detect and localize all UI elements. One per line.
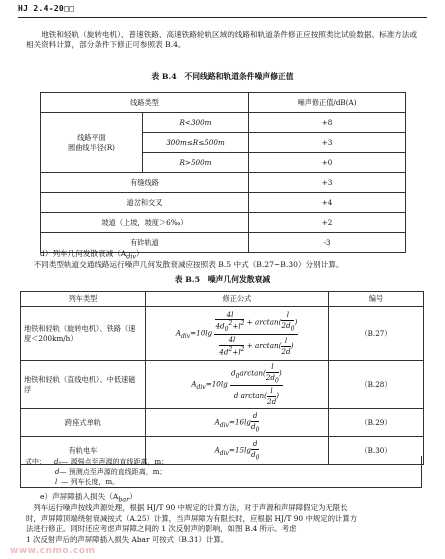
- table-b4-row-value: +2: [249, 213, 406, 233]
- table-b4-radius-value: +8: [249, 113, 406, 133]
- table-b5-header-type: 列车类型: [21, 292, 146, 307]
- section-d-text: 不同类型轨道交通线路运行噪声几何发散衰减应按照表 B.5 中式（B.27~B.30）分别计算。: [33, 260, 344, 269]
- table-b4-header-type: 线路类型: [41, 93, 249, 113]
- table-b4-row-type: 有缝线路: [41, 173, 249, 193]
- table-b5-notes: [20, 456, 422, 488]
- table-b5-caption: 表 B.5 噪声几何发散衰减: [174, 275, 271, 284]
- header-rule: [18, 17, 427, 18]
- table-b4-row-value: -3: [249, 233, 406, 253]
- table-b5-row-type: 跨座式单轨: [21, 409, 146, 437]
- formula-b28: $A_{div}=10\lg$ $d_0\arctan$( $\frac{l}{2d_0}$ ) d arctan( $\frac{l}{2d}$ ): [146, 361, 329, 409]
- table-b4-radius-cond: R<300m: [143, 113, 249, 133]
- table-b4-group-label: 线路平面 圆曲线半径(R): [41, 113, 143, 173]
- section-e-text: 列车运行噪声按线声源处理，根据 HJ/T 90 中规定的计算方法，对于声源和声屏障假定为无限长 时，声屏障顶端绕射衰减按式（A.25）计算，当声屏障为有限长时，应根据 HJ/T 90 中规定的计算方 法进行修正。同时还应考虑声屏障之间的 1 次反射声的影响，如图 B.4 所示。考虑 1 次反射声后的声屏障插入损失 Abar 可按式（B.31）计算。: [26, 503, 358, 544]
- table-b4-radius-value: +0: [249, 153, 406, 173]
- note-line: l — 列车长度，m。: [55, 477, 120, 486]
- watermark: www.cnmo.com: [10, 546, 96, 556]
- table-b4-caption: 表 B.4 不同线路和轨道条件噪声修正值: [151, 72, 294, 81]
- table-b5-header-no: 编号: [329, 292, 424, 307]
- document-code: HJ 2.4-20□□: [18, 4, 75, 13]
- table-b5-row-type: 地铁和轻轨（直线电机）、中低速磁浮: [21, 361, 146, 409]
- table-b4-row-value: +4: [249, 193, 406, 213]
- table-b4-row-value: +3: [249, 173, 406, 193]
- table-b4-radius-cond: 300m≤R≤500m: [143, 133, 249, 153]
- table-b4: [40, 92, 406, 253]
- intro-paragraph: 地铁和轻轨（旋转电机）、普速铁路、高速铁路轮轨区域的线路和轨道条件修正应按照类比试验数据、标准方法或相关资料计算，部分条件下修正可参照表 B.4。: [26, 30, 418, 50]
- table-b4-radius-cond: R>500m: [143, 153, 249, 173]
- table-b5-row-no: （B.28）: [329, 361, 424, 409]
- table-b5-row-no: （B.29）: [329, 409, 424, 437]
- table-b5: [20, 291, 424, 465]
- formula-b29: $A_{div}=16\lg$ $\frac{d}{d_0}$: [146, 409, 329, 437]
- formula-b27: $A_{div}=10\lg$ $\frac{4l}{4d_0^2+l^2}$ + arctan( $\frac{l}{2d_0}$ ) $\frac{4l}{4d^2+l^2}$ + arctan( $\frac{l}{2d}$ ): [146, 307, 329, 361]
- formula-b30: $A_{div}=15\lg$ $\frac{d}{d_0}$: [146, 437, 329, 465]
- table-b4-row-type: 道岔和交叉: [41, 193, 249, 213]
- table-b5-row-no: （B.30）: [329, 437, 424, 465]
- section-d-title: d）列车几何发散衰减$(A_{div})$: [40, 249, 144, 261]
- table-b4-header-value: 噪声修正值/dB(A): [249, 93, 406, 113]
- table-b4-row-type: 坡道（上坡，坡度＞6‰）: [41, 213, 249, 233]
- table-b5-row-no: （B.27）: [329, 307, 424, 361]
- table-b5-row-type: 地铁和轻轨（旋转电机）、铁路（速度＜200km/h）: [21, 307, 146, 361]
- table-b5-row-type: 有轨电车: [21, 437, 146, 465]
- table-b4-row-type: 有砟轨道: [41, 233, 249, 253]
- table-b5-header-formula: 修正公式: [146, 292, 329, 307]
- section-e-title: e）声屏障插入损失$(A_{bar})$: [40, 492, 137, 504]
- note-line: d— 预测点至声源的直线距离，m；: [55, 467, 167, 476]
- note-line: 式中： d₀— 源强点至声源的直线距离，m；: [25, 458, 169, 466]
- table-b4-radius-value: +3: [249, 133, 406, 153]
